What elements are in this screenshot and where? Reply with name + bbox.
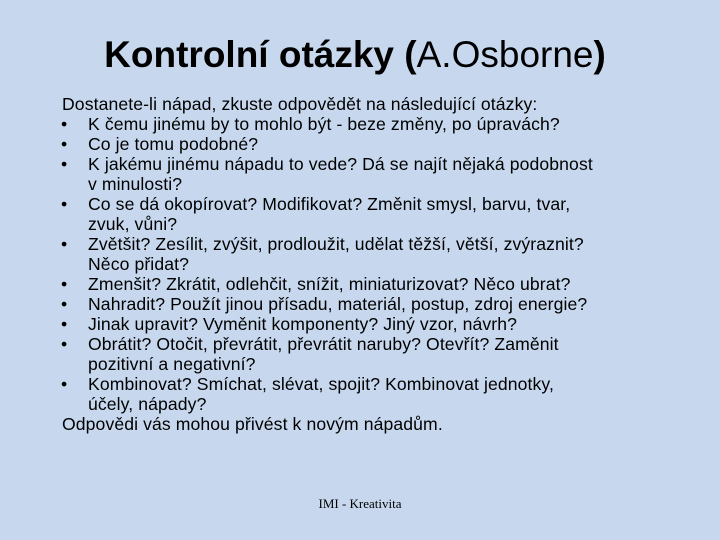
title-main-text: Kontrolní otázky bbox=[104, 34, 405, 75]
question-item bbox=[62, 294, 692, 314]
question-text-line: Co se dá okopírovat? Modifikovat? Změnit smysl, barvu, tvar, bbox=[88, 194, 571, 214]
outro-text: Odpovědi vás mohou přivést k novým nápadům. bbox=[62, 414, 443, 434]
question-text-line: v minulosti? bbox=[88, 174, 183, 194]
question-item bbox=[62, 274, 692, 294]
bullet-icon: • bbox=[61, 314, 68, 334]
question-text-line: Něco přidat? bbox=[88, 254, 189, 274]
bullet-icon: • bbox=[61, 334, 68, 354]
bullet-icon: • bbox=[61, 114, 68, 134]
bullet-icon: • bbox=[61, 234, 68, 254]
bullet-icon: • bbox=[61, 154, 68, 174]
bullet-icon: • bbox=[61, 194, 68, 214]
question-item bbox=[62, 234, 692, 274]
question-item bbox=[62, 154, 692, 194]
slide-title bbox=[0, 30, 710, 80]
question-text-line: pozitivní a negativní? bbox=[88, 354, 256, 374]
title-paren-close: ) bbox=[593, 34, 606, 75]
question-text-line: Obrátit? Otočit, převrátit, převrátit naruby? Otevřít? Zaměnit bbox=[88, 334, 559, 354]
question-text-line: Nahradit? Použít jinou přísadu, materiál, postup, zdroj energie? bbox=[88, 294, 588, 314]
question-text-line: Zvětšit? Zesílit, zvýšit, prodloužit, udělat těžší, větší, zvýraznit? bbox=[88, 234, 584, 254]
bullet-icon: • bbox=[61, 134, 68, 154]
bullet-icon: • bbox=[61, 294, 68, 314]
question-item bbox=[62, 314, 692, 334]
question-text-line: Jinak upravit? Vyměnit komponenty? Jiný vzor, návrh? bbox=[88, 314, 517, 334]
question-text-line: Co je tomu podobné? bbox=[88, 134, 259, 154]
question-item bbox=[62, 374, 692, 414]
question-list bbox=[62, 114, 692, 414]
question-text-line: K jakému jinému nápadu to vede? Dá se najít nějaká podobnost bbox=[88, 154, 593, 174]
title-paren-open: ( bbox=[404, 34, 417, 75]
question-text-line: Zmenšit? Zkrátit, odlehčit, snížit, miniaturizovat? Něco ubrat? bbox=[88, 274, 571, 294]
intro-text: Dostanete-li nápad, zkuste odpovědět na následující otázky: bbox=[62, 94, 538, 114]
bullet-icon: • bbox=[61, 274, 68, 294]
slide-footer: IMI - Kreativita bbox=[318, 496, 402, 511]
title-author: A.Osborne bbox=[416, 34, 594, 75]
question-item bbox=[62, 134, 692, 154]
question-text-line: K čemu jinému by to mohlo být - beze změny, po úpravách? bbox=[88, 114, 560, 134]
question-item bbox=[62, 194, 692, 234]
slide-body bbox=[62, 94, 692, 434]
question-text-line: zvuk, vůni? bbox=[88, 214, 178, 234]
question-item bbox=[62, 334, 692, 374]
question-text-line: účely, nápady? bbox=[88, 394, 207, 414]
question-item bbox=[62, 114, 692, 134]
question-text-line: Kombinovat? Smíchat, slévat, spojit? Kombinovat jednotky, bbox=[88, 374, 554, 394]
bullet-icon: • bbox=[61, 374, 68, 394]
